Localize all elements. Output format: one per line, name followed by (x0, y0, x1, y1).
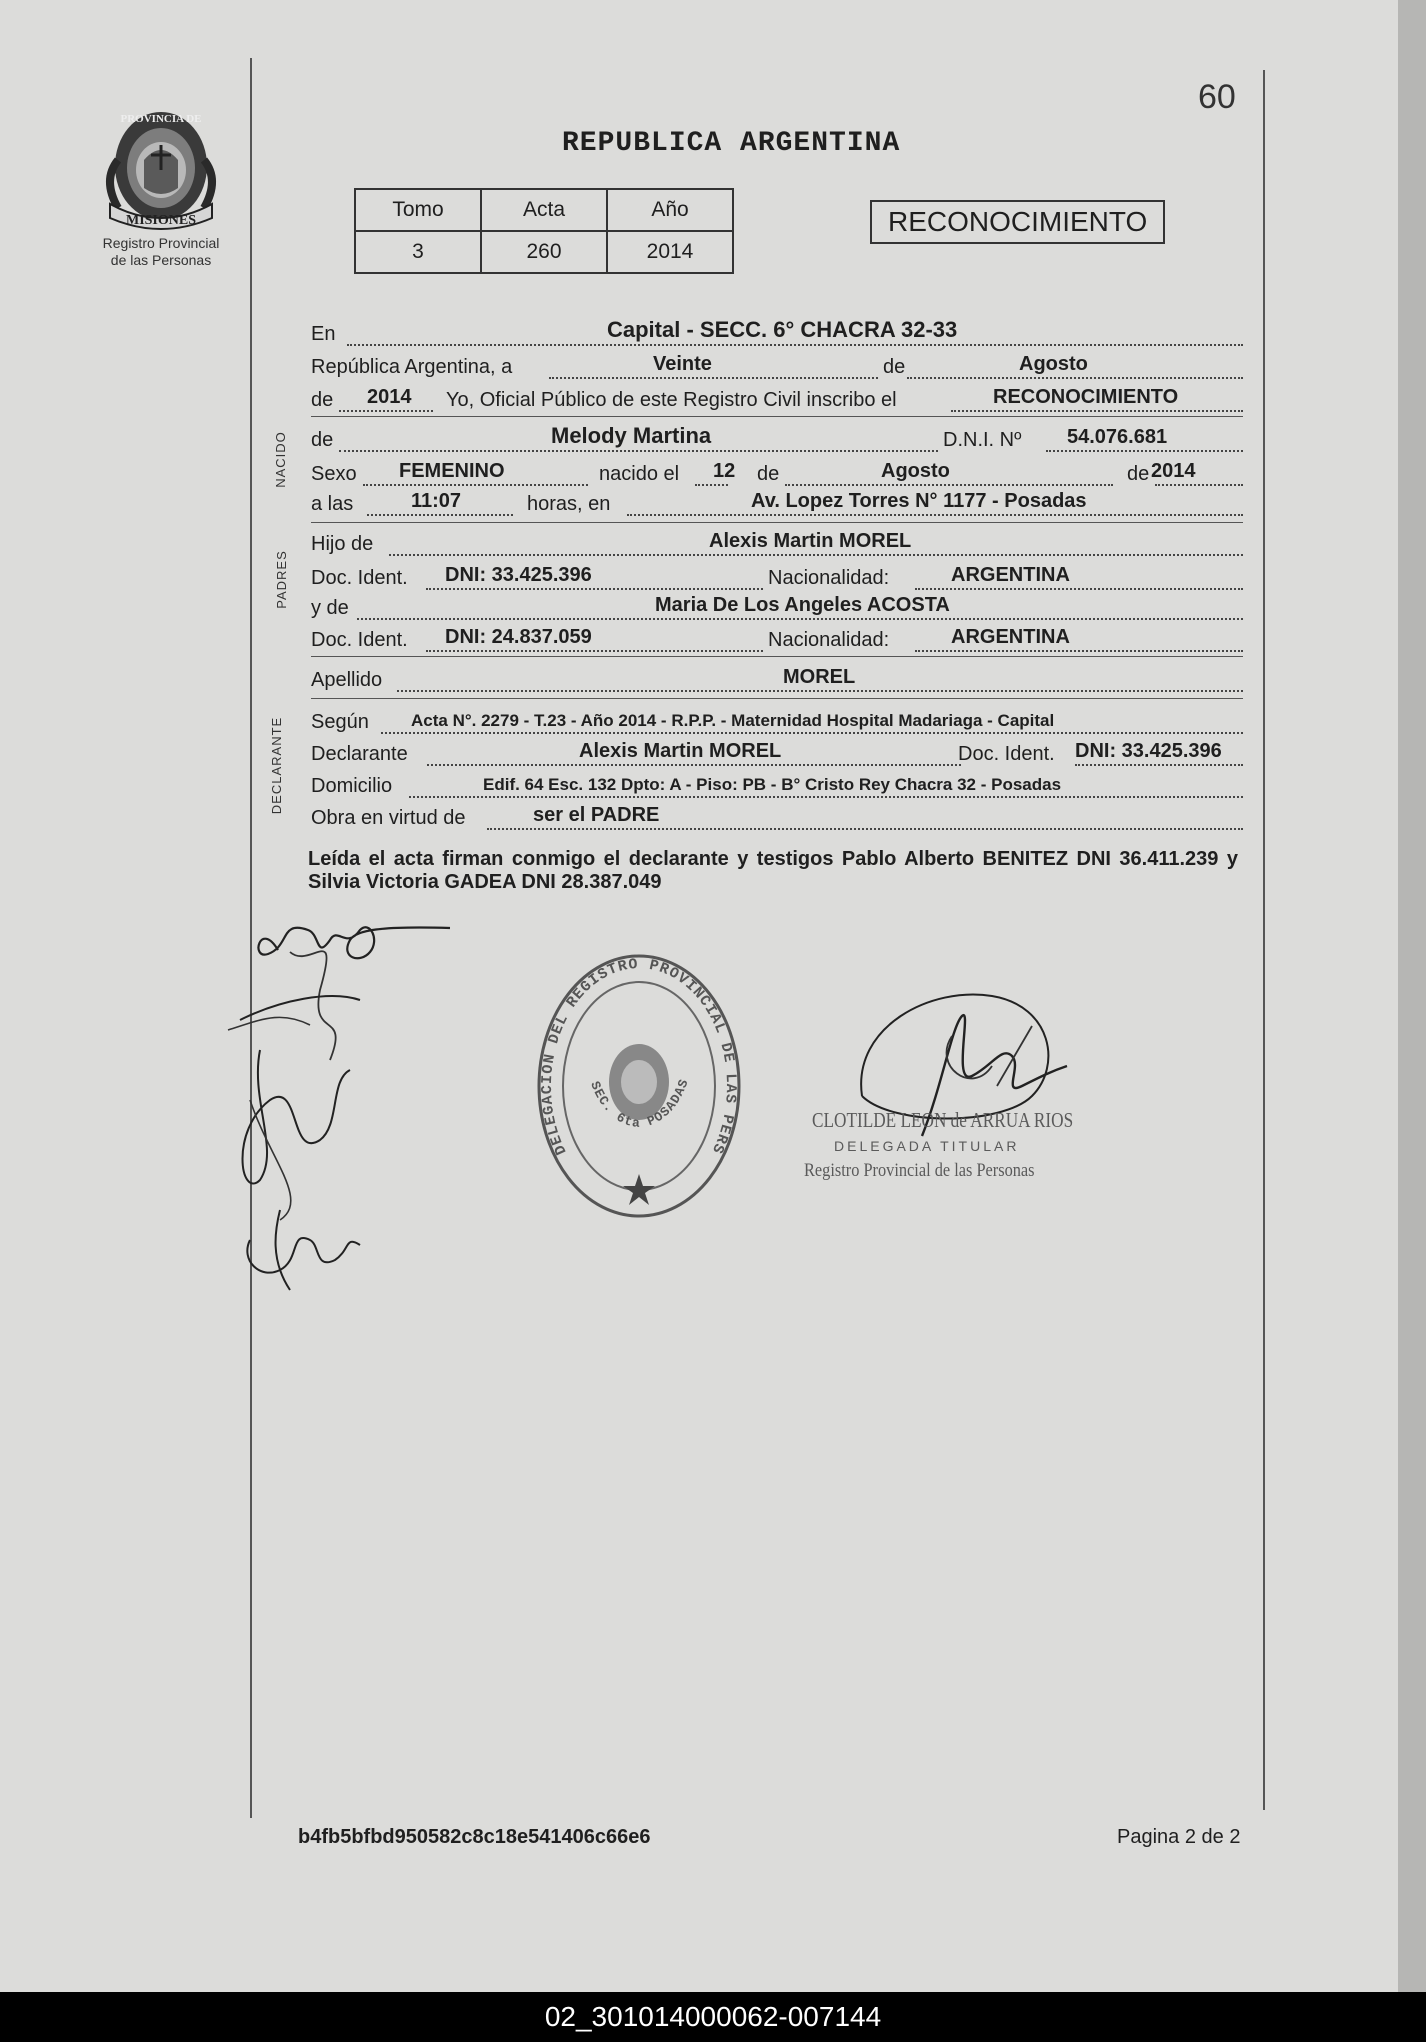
field-obra: ser el PADRE (533, 804, 660, 826)
register-table (354, 188, 734, 274)
section-label-declarante: DECLARANTE (269, 716, 285, 815)
field-mes-nac: Agosto (881, 460, 950, 482)
svg-text:MISIONES: MISIONES (125, 213, 197, 228)
register-header-anio: Año (607, 189, 733, 231)
label-domicilio: Domicilio (311, 775, 393, 797)
row-madre (311, 592, 1243, 620)
label-a-las: a las (311, 493, 354, 515)
label-de-ano-nac: de (1127, 463, 1150, 485)
closing-statement: Leída el acta firman conmigo el declarante y testigos Pablo Alberto BENITEZ DNI 36.411.239 y Silvia Victoria GADEA DNI 28.387.049 (308, 848, 1238, 893)
field-dni: 54.076.681 (1067, 426, 1168, 448)
separator-3 (311, 656, 1243, 657)
document-title: REPUBLICA ARGENTINA (562, 128, 901, 159)
field-dia-nac: 12 (713, 460, 736, 482)
label-y-de: y de (311, 597, 349, 619)
field-mes: Agosto (1019, 353, 1088, 375)
row-hora (311, 488, 1243, 516)
field-madre-doc: DNI: 24.837.059 (445, 626, 592, 648)
label-declarante: Declarante (311, 743, 408, 765)
field-apellido: MOREL (783, 666, 856, 688)
row-obra (311, 802, 1243, 830)
register-value-acta: 260 (481, 231, 607, 273)
province-logo (96, 100, 226, 232)
label-nac-1: Nacionalidad: (768, 567, 890, 589)
field-dia: Veinte (653, 353, 712, 375)
row-lugar (311, 318, 1243, 346)
label-en: En (311, 323, 336, 345)
handwritten-signatures (220, 900, 480, 1300)
field-segun: Acta N°. 2279 - T.23 - Año 2014 - R.P.P. - Maternidad Hospital Madariaga - Capital (411, 711, 1055, 730)
label-de-nombre: de (311, 429, 334, 451)
field-madre-nac: ARGENTINA (951, 626, 1070, 648)
label-hijo: Hijo de (311, 533, 374, 555)
scan-id-bar (0, 1992, 1426, 2042)
row-sexo (311, 458, 1243, 486)
label-nac-2: Nacionalidad: (768, 629, 890, 651)
label-segun: Según (311, 711, 369, 733)
field-padre: Alexis Martin MOREL (709, 530, 912, 552)
svg-text:PROVINCIA DE: PROVINCIA DE (120, 113, 202, 125)
label-doc-declarante: Doc. Ident. (958, 743, 1055, 765)
field-acto: RECONOCIMIENTO (993, 386, 1179, 408)
pagination: Pagina 2 de 2 (1117, 1826, 1241, 1848)
label-doc-1: Doc. Ident. (311, 567, 408, 589)
label-apellido: Apellido (311, 669, 383, 691)
field-madre: Maria De Los Angeles ACOSTA (655, 594, 950, 616)
label-horas: horas, en (527, 493, 611, 515)
official-seal (536, 952, 742, 1220)
separator-4 (311, 698, 1243, 699)
label-doc-2: Doc. Ident. (311, 629, 408, 651)
page-edge-shadow (1398, 0, 1426, 1992)
row-acto (311, 384, 1243, 412)
label-dni: D.N.I. Nº (943, 429, 1022, 451)
register-value-anio: 2014 (607, 231, 733, 273)
register-header-tomo: Tomo (355, 189, 481, 231)
document-hash: b4fb5bfbd950582c8c18e541406c66e6 (298, 1826, 651, 1848)
row-madre-doc (311, 624, 1243, 652)
label-sexo: Sexo (311, 463, 357, 485)
separator-2 (311, 522, 1243, 523)
svg-text:SEC. 6ta POSADAS: SEC. 6ta POSADAS (587, 1076, 692, 1131)
field-domicilio: Edif. 64 Esc. 132 Dpto: A - Piso: PB - B° Cristo Rey Chacra 32 - Posadas (483, 775, 1062, 794)
seal-icon (536, 952, 742, 1220)
label-nacido: nacido el (599, 463, 680, 485)
field-padre-doc: DNI: 33.425.396 (445, 564, 592, 586)
separator-1 (311, 416, 1243, 417)
label-yo: Yo, Oficial Público de este Registro Civil inscribo el (446, 389, 897, 411)
row-apellido (311, 664, 1243, 692)
field-declarante: Alexis Martin MOREL (579, 740, 782, 762)
row-nombre (311, 424, 1243, 452)
label-republica: República Argentina, a (311, 356, 513, 378)
field-padre-nac: ARGENTINA (951, 564, 1070, 586)
field-lugar: Capital - SECC. 6° CHACRA 32-33 (607, 317, 958, 342)
label-de-anio: de (311, 389, 334, 411)
field-sexo: FEMENINO (399, 460, 505, 482)
field-lugar-nac: Av. Lopez Torres N° 1177 - Posadas (751, 490, 1087, 512)
section-label-nacido: NACIDO (272, 431, 288, 488)
register-value-tomo: 3 (355, 231, 481, 273)
field-hora: 11:07 (411, 490, 462, 512)
logo-caption-line-2: de las Personas (110, 252, 212, 268)
field-anio-nac: 2014 (1151, 460, 1196, 482)
logo-caption-line-1: Registro Provincial (102, 235, 220, 251)
row-padre-doc (311, 562, 1243, 590)
field-declarante-doc: DNI: 33.425.396 (1075, 740, 1222, 762)
field-anio: 2014 (367, 386, 412, 408)
section-label-padres: PADRES (273, 550, 289, 609)
svg-text:DELEGACION DEL REGISTRO PROVIN: DELEGACION DEL REGISTRO PROVINCIAL DE LAS PERS (538, 955, 740, 1158)
page-number: 60 (1198, 78, 1236, 116)
label-obra: Obra en virtud de (311, 807, 466, 829)
document-type-box: RECONOCIMIENTO (870, 200, 1165, 244)
registrar-role: DELEGADA TITULAR (834, 1138, 1020, 1154)
logo-caption (72, 235, 250, 269)
row-declarante (311, 738, 1243, 766)
registrar-name: CLOTILDE LEON de ARRUA RIOS (812, 1108, 1074, 1132)
row-padre (311, 528, 1243, 556)
field-nombre: Melody Martina (551, 423, 712, 448)
register-header-acta: Acta (481, 189, 607, 231)
coat-of-arms-icon (96, 100, 226, 232)
row-segun (311, 706, 1243, 734)
label-de-mes: de (883, 356, 906, 378)
row-domicilio (311, 770, 1243, 798)
scan-id: 02_301014000062-007144 (544, 2001, 882, 2032)
registrar-office: Registro Provincial de las Personas (804, 1160, 1035, 1181)
right-margin-line (1263, 70, 1265, 1810)
row-fecha (311, 351, 1243, 379)
label-de-dia: de (757, 463, 780, 485)
